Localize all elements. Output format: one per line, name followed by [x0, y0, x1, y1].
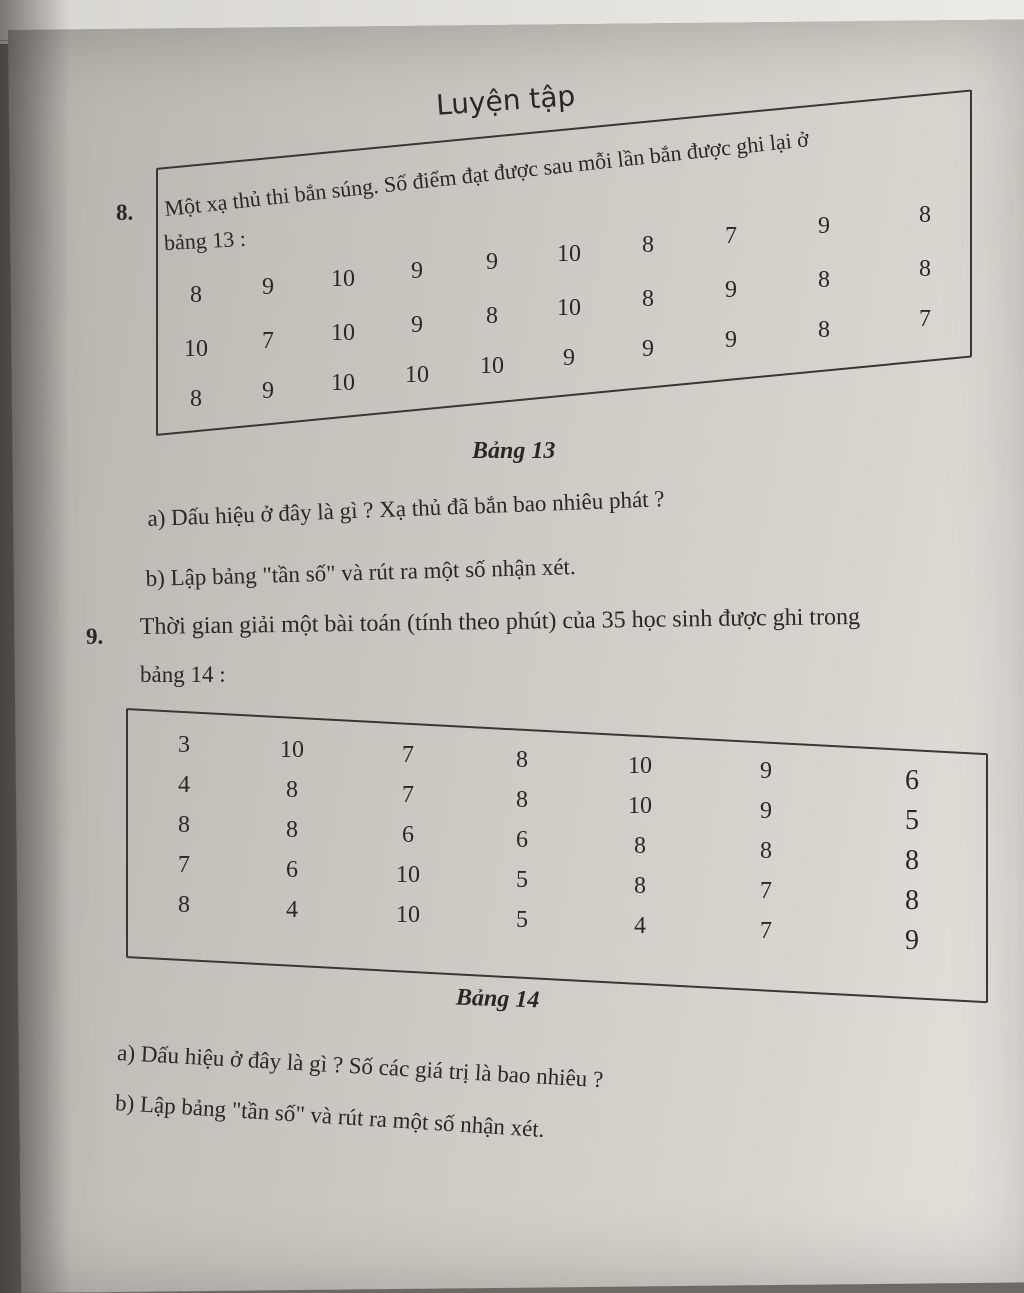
table-13-cell: 8 — [919, 255, 931, 282]
table-13-cell: 10 — [557, 294, 581, 321]
exercise-8-question-a: a) Dấu hiệu ở đây là gì ? Xạ thủ đã bắn bao nhiêu phát ? — [147, 486, 665, 532]
table-14 — [126, 708, 988, 1003]
table-14-cell: 4 — [178, 772, 190, 798]
table-14-cell: 8 — [178, 812, 190, 838]
table-13-cell: 8 — [642, 286, 654, 313]
table-14-cell: 7 — [760, 878, 772, 905]
table-14-cell: 6 — [402, 822, 414, 849]
table-14-cell: 8 — [905, 844, 919, 876]
table-14-cell: 8 — [905, 884, 919, 916]
table-13-cell: 9 — [486, 249, 498, 276]
table-13-cell: 8 — [818, 266, 830, 293]
table-13-cell: 9 — [725, 277, 737, 304]
table-14-cell: 6 — [516, 827, 528, 854]
table-14-caption: Bảng 14 — [455, 984, 540, 1014]
exercise-8-intro-line1: Một xạ thủ thi bắn súng. Số điểm đạt được sau mỗi lần bắn được ghi lại ở — [163, 126, 810, 222]
table-14-cell: 8 — [178, 892, 190, 918]
table-14-cell: 8 — [516, 747, 528, 774]
table-14-cell: 6 — [905, 764, 919, 796]
exercise-9-intro-line1: Thời gian giải một bài toán (tính theo phút) của 35 học sinh được ghi trong — [139, 603, 861, 641]
table-13-cell: 8 — [818, 316, 830, 343]
table-13-cell: 10 — [331, 369, 355, 396]
exercise-9-question-b: b) Lập bảng "tần số" và rút ra một số nhận xét. — [114, 1090, 546, 1142]
table-13-cell: 10 — [480, 353, 504, 380]
exercise-8-number: 8. — [116, 200, 134, 225]
table-14-cell: 5 — [905, 804, 919, 836]
table-13-cell: 10 — [405, 361, 429, 388]
table-14-cell: 3 — [178, 732, 190, 758]
table-14-cell: 8 — [634, 872, 646, 899]
exercise-9-question-a: a) Dấu hiệu ở đây là gì ? Số các giá trị là bao nhiêu ? — [116, 1040, 604, 1093]
page-shadow — [0, 0, 70, 1293]
table-14-cell: 5 — [516, 867, 528, 894]
table-13-cell: 9 — [411, 257, 423, 284]
table-14-cell: 9 — [905, 924, 919, 956]
table-13-cell: 9 — [411, 311, 423, 338]
table-13-cell: 8 — [642, 232, 654, 259]
exercise-8-intro-line2: bảng 13 : — [163, 225, 247, 256]
table-13-cell: 10 — [184, 336, 208, 362]
table-13-cell: 7 — [919, 305, 931, 332]
table-14-cell: 8 — [760, 838, 772, 865]
table-14-cell: 4 — [286, 896, 298, 923]
table-13-cell: 9 — [818, 212, 830, 239]
table-13-cell: 8 — [190, 282, 202, 308]
table-14-cell: 8 — [516, 787, 528, 814]
table-14-cell: 10 — [396, 902, 420, 929]
table-14-cell: 8 — [286, 776, 298, 803]
table-13-cell: 7 — [262, 328, 274, 355]
table-14-cell: 10 — [628, 792, 652, 819]
table-13-cell: 9 — [262, 274, 274, 301]
table-14-cell: 6 — [286, 856, 298, 883]
exercise-8-question-b: b) Lập bảng "tần số" và rút ra một số nhận xét. — [145, 554, 576, 592]
table-13-caption: Bảng 13 — [472, 438, 556, 464]
table-14-cell: 10 — [396, 862, 420, 889]
table-14-cell: 8 — [286, 816, 298, 843]
table-14-cell: 7 — [402, 742, 414, 769]
table-14-cell: 5 — [516, 907, 528, 934]
table-14-cell: 7 — [402, 782, 414, 809]
table-13-cell: 9 — [563, 344, 575, 371]
exercise-9-intro-line2: bảng 14 : — [140, 662, 226, 687]
table-14-cell: 9 — [760, 798, 772, 825]
exercise-9-number: 9. — [86, 624, 104, 649]
table-13-cell: 9 — [262, 378, 274, 405]
table-13-cell: 8 — [486, 303, 498, 330]
table-13-cell: 7 — [725, 223, 737, 250]
section-heading: Luyện tập — [435, 79, 577, 122]
table-13-cell: 10 — [331, 319, 355, 346]
table-14-cell: 4 — [634, 912, 646, 939]
table-14-cell: 7 — [178, 852, 190, 878]
table-14-cell: 8 — [634, 832, 646, 859]
table-13-cell: 8 — [919, 201, 931, 228]
table-13-cell: 9 — [642, 336, 654, 363]
table-13-cell: 10 — [557, 240, 581, 267]
table-13-cell: 9 — [725, 327, 737, 354]
table-13-cell: 10 — [331, 265, 355, 292]
table-14-cell: 10 — [280, 736, 304, 763]
table-14-cell: 9 — [760, 758, 772, 785]
table-13-cell: 8 — [190, 386, 202, 412]
table-14-cell: 7 — [760, 918, 772, 945]
table-14-cell: 10 — [628, 752, 652, 779]
